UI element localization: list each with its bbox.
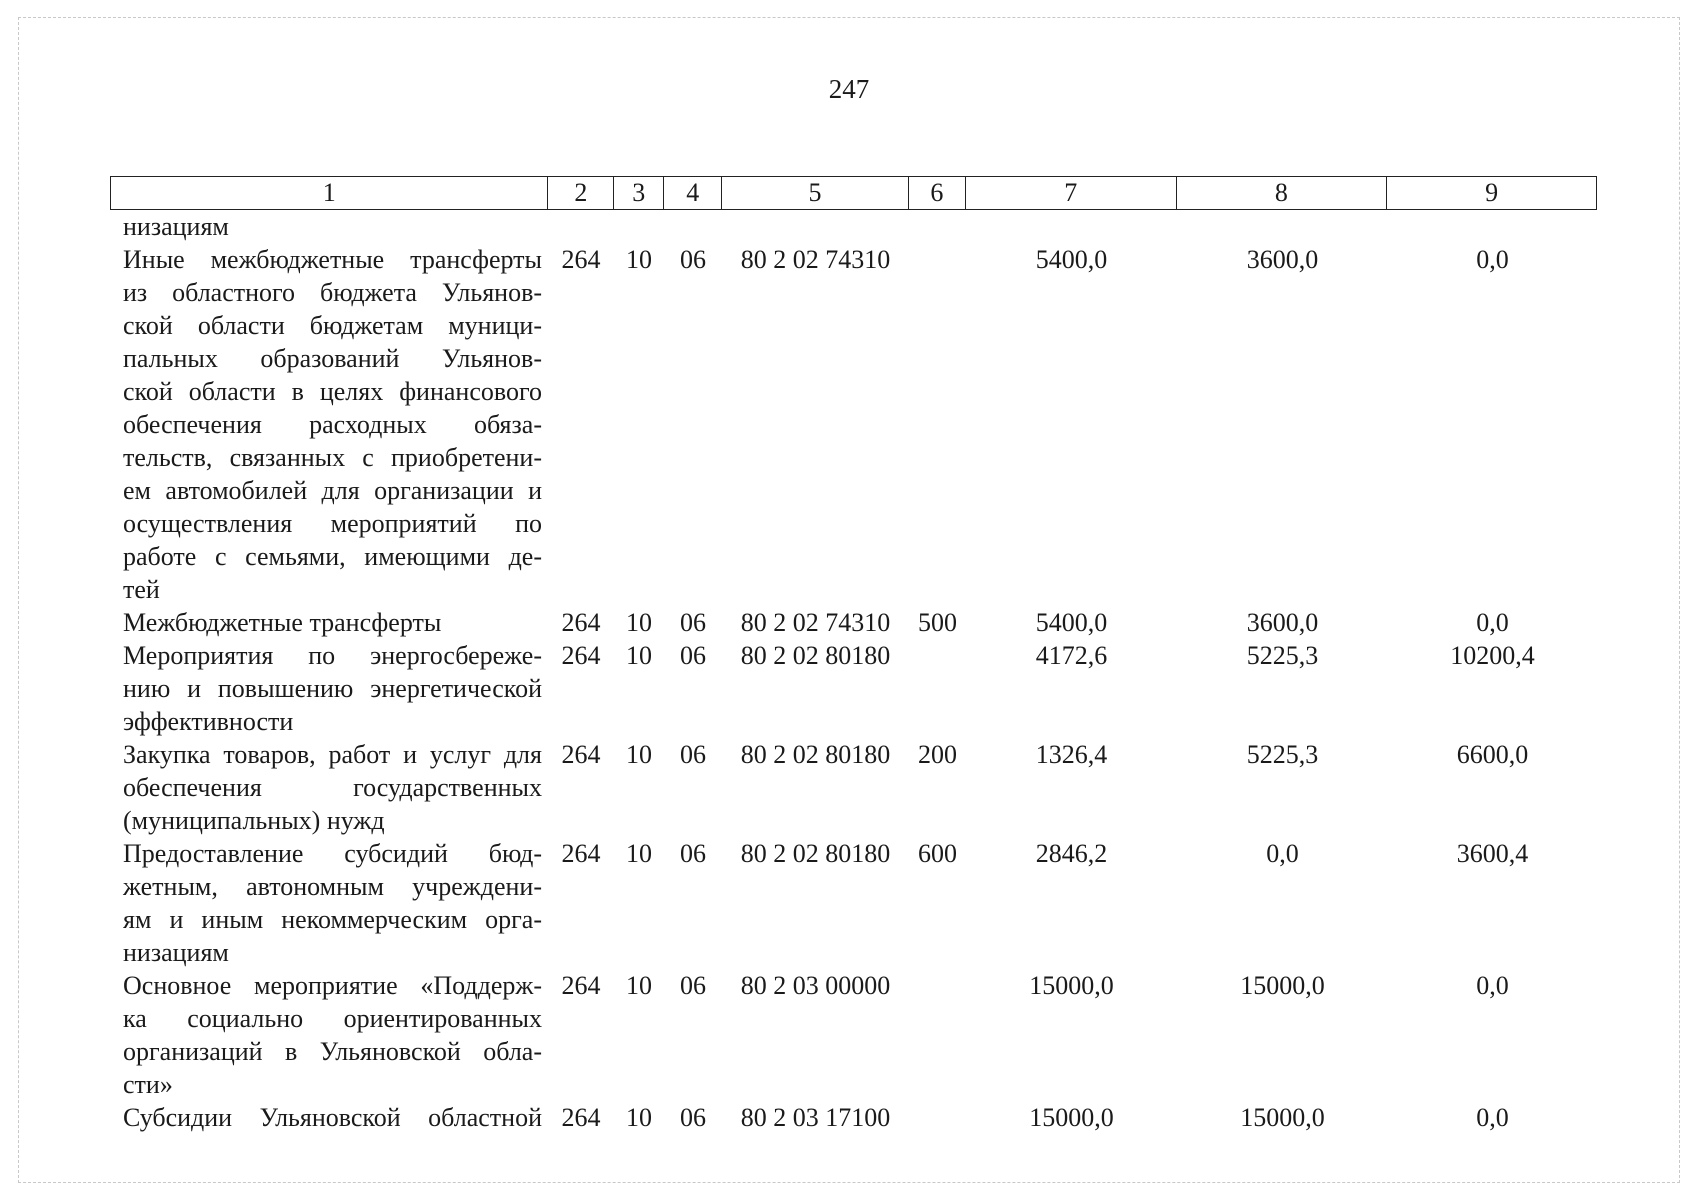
row-col-9: 6600,0 <box>1456 740 1529 769</box>
description-line: Предоставление субсидий бюд- <box>123 839 542 868</box>
row-col-2 <box>548 210 614 243</box>
row-col-3: 10 <box>626 245 652 274</box>
description-line: Иные межбюджетные трансферты <box>123 245 542 274</box>
table-row <box>110 639 1597 738</box>
header-col-4: 4 <box>664 177 722 209</box>
header-col-9: 9 <box>1485 178 1499 207</box>
row-description <box>110 606 548 639</box>
row-col-7: 15000,0 <box>1029 1103 1114 1132</box>
row-col-4: 06 <box>680 608 706 637</box>
header-col-6: 6 <box>909 177 966 209</box>
description-line: (муниципальных) нужд <box>123 806 385 835</box>
row-description <box>110 969 548 1101</box>
page-number: 247 <box>828 74 870 104</box>
table-row <box>110 606 1597 639</box>
table-body <box>110 210 1597 1134</box>
row-col-2: 264 <box>561 245 601 274</box>
row-col-4: 06 <box>680 641 706 670</box>
description-line: работе с семьями, имеющими де- <box>123 542 542 571</box>
description-line: Основное мероприятие «Поддерж- <box>123 971 542 1000</box>
row-col-3: 10 <box>626 839 652 868</box>
description-line: Субсидии Ульяновской областной <box>123 1103 542 1132</box>
description-line: эффективности <box>123 707 294 736</box>
row-col-3: 10 <box>626 608 652 637</box>
row-col-5: 80 2 02 74310 <box>740 608 891 637</box>
row-col-8 <box>1177 210 1388 243</box>
row-col-7: 15000,0 <box>1029 971 1114 1000</box>
row-col-8: 5225,3 <box>1246 740 1319 769</box>
row-col-4: 06 <box>680 971 706 1000</box>
row-col-6: 600 <box>918 839 957 868</box>
row-col-3: 10 <box>626 740 652 769</box>
row-col-8: 3600,0 <box>1246 245 1319 274</box>
table-header <box>110 176 1597 210</box>
table-row <box>110 837 1597 969</box>
header-col-7: 7 <box>966 177 1177 209</box>
row-col-9: 0,0 <box>1476 1103 1509 1132</box>
description-line: ской области в целях финансового <box>123 377 542 406</box>
row-col-2: 264 <box>561 740 601 769</box>
description-line: из областного бюджета Ульянов- <box>123 278 542 307</box>
row-col-7: 2846,2 <box>1035 839 1108 868</box>
description-line: Межбюджетные трансферты <box>123 608 442 637</box>
row-col-2: 264 <box>561 641 601 670</box>
row-col-4 <box>664 210 722 243</box>
row-col-3: 10 <box>626 1103 652 1132</box>
description-line: Закупка товаров, работ и услуг для <box>123 740 542 769</box>
row-col-3: 10 <box>626 641 652 670</box>
row-col-9: 0,0 <box>1476 971 1509 1000</box>
table-row <box>110 243 1597 606</box>
header-col-8: 8 <box>1177 177 1388 209</box>
row-col-5: 80 2 03 17100 <box>740 1103 891 1132</box>
row-col-2: 264 <box>561 971 601 1000</box>
description-line: осуществления мероприятий по <box>123 509 542 538</box>
row-col-4: 06 <box>680 1103 706 1132</box>
row-description <box>110 639 548 738</box>
row-col-4: 06 <box>680 839 706 868</box>
row-col-3: 10 <box>626 971 652 1000</box>
row-col-6: 500 <box>918 608 957 637</box>
description-line: низациям <box>123 938 229 967</box>
row-col-8: 15000,0 <box>1240 971 1325 1000</box>
description-line: тельств, связанных с приобретени- <box>123 443 542 472</box>
description-line: тей <box>123 575 160 604</box>
description-line: пальных образований Ульянов- <box>123 344 542 373</box>
table-row <box>110 738 1597 837</box>
row-description <box>110 243 548 606</box>
row-col-7: 1326,4 <box>1035 740 1108 769</box>
description-line: жетным, автономным учреждени- <box>123 872 542 901</box>
row-col-6 <box>909 1101 966 1134</box>
row-col-5: 80 2 02 80180 <box>740 839 891 868</box>
row-col-5: 80 2 02 74310 <box>740 245 891 274</box>
row-col-8: 3600,0 <box>1246 608 1319 637</box>
row-col-2: 264 <box>561 608 601 637</box>
row-col-5: 80 2 03 00000 <box>740 971 891 1000</box>
row-col-9: 10200,4 <box>1450 641 1535 670</box>
row-col-5 <box>722 210 909 243</box>
table-row <box>110 1101 1597 1134</box>
header-col-2: 2 <box>548 177 614 209</box>
table-row <box>110 969 1597 1101</box>
row-col-8: 15000,0 <box>1240 1103 1325 1132</box>
description-line: ям и иным некоммерческим орга- <box>123 905 542 934</box>
row-col-6: 200 <box>918 740 957 769</box>
description-line: ем автомобилей для организации и <box>123 476 542 505</box>
row-description <box>110 837 548 969</box>
description-line: Мероприятия по энергосбереже- <box>123 641 542 670</box>
header-col-3: 3 <box>614 177 664 209</box>
row-col-4: 06 <box>680 740 706 769</box>
description-line: ка социально ориентированных <box>123 1004 542 1033</box>
description-line: обеспечения государственных <box>123 773 542 802</box>
row-col-9: 0,0 <box>1476 245 1509 274</box>
row-col-6 <box>909 639 966 738</box>
row-col-5: 80 2 02 80180 <box>740 740 891 769</box>
row-col-7: 4172,6 <box>1035 641 1108 670</box>
row-col-2: 264 <box>561 839 601 868</box>
description-line: организаций в Ульяновской обла- <box>123 1037 542 1066</box>
row-description <box>110 738 548 837</box>
row-description <box>110 1101 548 1134</box>
row-col-5: 80 2 02 80180 <box>740 641 891 670</box>
row-col-6 <box>909 969 966 1101</box>
header-col-1: 1 <box>111 177 548 209</box>
description-line: обеспечения расходных обяза- <box>123 410 542 439</box>
row-col-6 <box>909 243 966 606</box>
table-row <box>110 210 1597 243</box>
row-col-8: 0,0 <box>1266 839 1299 868</box>
description-line: ской области бюджетам муници- <box>123 311 542 340</box>
description-line: низациям <box>123 212 229 241</box>
row-col-6 <box>909 210 966 243</box>
row-col-3 <box>614 210 664 243</box>
row-col-9: 3600,4 <box>1456 839 1529 868</box>
row-col-9: 0,0 <box>1476 608 1509 637</box>
row-description <box>110 210 548 243</box>
header-col-5: 5 <box>722 177 909 209</box>
row-col-9 <box>1388 210 1597 243</box>
row-col-7 <box>966 210 1177 243</box>
row-col-7: 5400,0 <box>1035 245 1108 274</box>
row-col-2: 264 <box>561 1103 601 1132</box>
row-col-4: 06 <box>680 245 706 274</box>
description-line: нию и повышению энергетической <box>123 674 542 703</box>
description-line: сти» <box>123 1070 173 1099</box>
row-col-7: 5400,0 <box>1035 608 1108 637</box>
row-col-8: 5225,3 <box>1246 641 1319 670</box>
